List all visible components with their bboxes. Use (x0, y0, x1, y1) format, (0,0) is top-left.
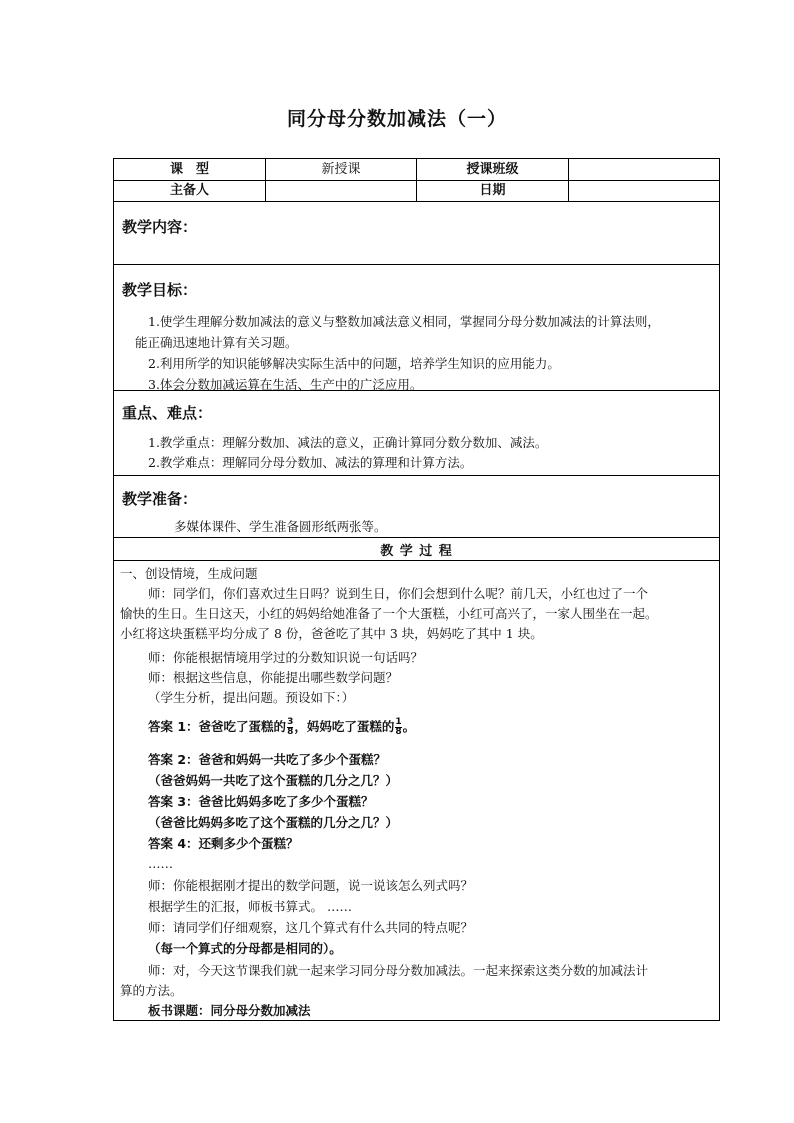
answer-2: 答案 2：爸爸和妈妈一共吃了多少个蛋糕？ (148, 752, 387, 767)
objective-item-1-cont: 能正确迅速地计算有关习题。 (135, 335, 298, 350)
date-label: 日期 (417, 181, 569, 201)
question-3: 师：你能根据刚才提出的数学问题，说一说该怎么列式吗？ (148, 878, 474, 893)
lesson-plan-table (113, 158, 720, 1021)
paragraph-1-line-3: 小红将这块蛋糕平均分成了 8 份，爸爸吃了其中 3 块，妈妈吃了其中 1 块。 (120, 626, 543, 641)
class-label: 授课班级 (417, 159, 569, 180)
key-points-section (114, 391, 719, 476)
objectives-heading: 教学目标： (122, 281, 198, 299)
fraction-denominator: 8 (287, 727, 294, 737)
info-row-2 (114, 181, 719, 202)
paragraph-2-line-2: 算的方法。 (120, 983, 183, 998)
answer-2-sub: （爸爸妈妈一共吃了这个蛋糕的几分之几？） (148, 773, 399, 788)
course-type-label: 课 型 (114, 159, 266, 180)
key-point-item-1: 1.教学重点：理解分数加、减法的意义，正确计算同分数分数加、减法。 (148, 435, 548, 450)
ellipsis: …… (148, 856, 173, 871)
answer-1 (148, 713, 415, 741)
key-point-item-2: 2.教学难点：理解同分母分数加、减法的算理和计算方法。 (148, 455, 473, 470)
question-5-answer: （每一个算式的分母都是相同的）。 (148, 941, 342, 956)
objective-item-3: 3.体会分数加减运算在生活、生产中的广泛应用。 (148, 377, 423, 392)
answer-1-text-a: 答案 1：爸爸吃了蛋糕的 (148, 719, 287, 734)
preparer-value (266, 181, 417, 201)
info-row-1 (114, 159, 719, 181)
section-1-title: 一、创设情境，生成问题 (120, 566, 258, 581)
question-2: 师：根据这些信息，你能提出哪些数学问题？ (148, 670, 399, 685)
answer-3-sub: （爸爸比妈妈多吃了这个蛋糕的几分之几？） (148, 815, 399, 830)
question-1: 师：你能根据情境用学过的分数知识说一句话吗？ (148, 650, 424, 665)
objectives-section (114, 265, 719, 391)
fraction-numerator: 1 (395, 717, 402, 727)
question-5: 师：请同学们仔细观察，这几个算式有什么共同的特点呢？ (148, 920, 474, 935)
answer-4: 答案 4：还剩多少个蛋糕？ (148, 836, 299, 851)
analysis-note: （学生分析，提出问题。预设如下：） (148, 690, 355, 705)
paragraph-2-line-1: 师：对，今天这节课我们就一起来学习同分母分数加减法。一起来探索这类分数的加减法计 (148, 963, 649, 978)
fraction-denominator: 8 (395, 727, 402, 737)
objective-item-1: 1.使学生理解分数加减法的意义与整数加减法意义相同，掌握同分母分数加减法的计算法则， (148, 314, 660, 329)
process-heading: 教 学 过 程 (380, 544, 453, 559)
preparation-section (114, 476, 719, 538)
course-type-value: 新授课 (266, 159, 417, 180)
paragraph-1-line-1: 师：同学们，你们喜欢过生日吗？说到生日，你们会想到什么呢？前几天，小红也过了一个 (148, 586, 649, 601)
teaching-content-heading: 教学内容： (122, 218, 198, 236)
question-4: 根据学生的汇报，师板书算式。 …… (148, 899, 352, 914)
fraction-1-8 (395, 718, 401, 737)
board-title: 板书课题：同分母分数加减法 (148, 1003, 311, 1018)
answer-1-text-b: ，妈妈吃了蛋糕的 (294, 719, 395, 734)
process-header-row (114, 538, 719, 561)
preparation-text: 多媒体课件、学生准备圆形纸两张等。 (174, 519, 387, 534)
preparer-label: 主备人 (114, 181, 266, 201)
objective-item-2: 2.利用所学的知识能够解决实际生活中的问题，培养学生知识的应用能力。 (148, 356, 560, 371)
fraction-numerator: 3 (287, 717, 294, 727)
teaching-content-section (114, 202, 719, 265)
key-points-heading: 重点、难点： (122, 404, 213, 422)
date-value (569, 181, 719, 201)
preparation-heading: 教学准备： (122, 490, 198, 508)
paragraph-1-line-2: 愉快的生日。生日这天，小红的妈妈给她准备了一个大蛋糕，小红可高兴了，一家人围坐在一起。 (120, 606, 658, 621)
answer-1-text-c: 。 (402, 719, 416, 734)
class-value (569, 159, 719, 180)
process-body (114, 561, 719, 1020)
fraction-3-8 (287, 718, 293, 737)
page-title: 同分母分数加减法（一） (286, 108, 507, 130)
answer-3: 答案 3：爸爸比妈妈多吃了多少个蛋糕？ (148, 794, 374, 809)
